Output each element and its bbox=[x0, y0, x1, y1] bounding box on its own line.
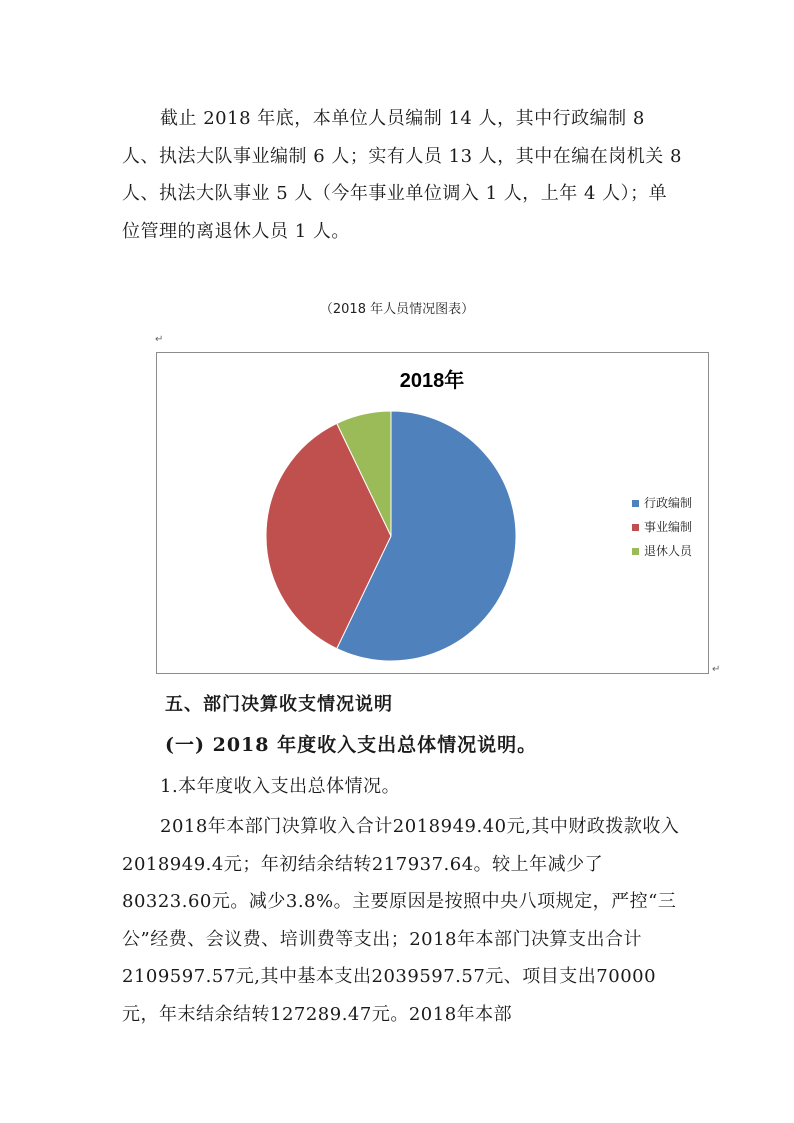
legend-swatch bbox=[632, 500, 639, 507]
legend-swatch bbox=[632, 548, 639, 555]
section-heading: 五、部门决算收支情况说明 bbox=[165, 694, 393, 715]
pie-chart-svg bbox=[157, 353, 708, 673]
summary-paragraph: 2018年本部门决算收入合计2018949.40元,其中财政拨款收入2018949.4元；年初结余结转217937.64。较上年减少了80323.60元。减少3.8%。主要原因是按照中央八项规定，严控“三公”经费、会议费、培训费等支出；2018年本部门决算支出合计2109597.57元,其中基本支出2039597.57元、项目支出70000元，年末结余结转127289.47元。2018年本部 bbox=[122, 816, 680, 1025]
legend-swatch bbox=[632, 524, 639, 531]
chart-caption: （2018 年人员情况图表） bbox=[319, 302, 475, 317]
pie-slices bbox=[266, 411, 516, 661]
chart-title: 2018年 bbox=[399, 370, 465, 392]
paragraph-mark-icon: ↵ bbox=[712, 664, 721, 675]
paragraph-mark-icon: ↵ bbox=[155, 334, 164, 345]
legend-label: 事业编制 bbox=[644, 520, 693, 534]
chart-legend bbox=[632, 495, 693, 558]
legend-label: 行政编制 bbox=[644, 496, 693, 510]
legend-label: 退休人员 bbox=[644, 544, 693, 558]
item-paragraph: 1.本年度收入支出总体情况。 bbox=[160, 776, 401, 797]
subsection-heading: (一) 2018 年度收入支出总体情况说明。 bbox=[165, 734, 538, 756]
pie-chart bbox=[156, 352, 709, 674]
staffing-paragraph: 截止 2018 年底，本单位人员编制 14 人，其中行政编制 8 人、执法大队事业编制 6 人；实有人员 13 人，其中在编在岗机关 8 人、执法大队事业 5 人（今年事业单位调入 1 人，上年 4 人）；单位管理的离退休人员 1 人。 bbox=[122, 108, 682, 242]
